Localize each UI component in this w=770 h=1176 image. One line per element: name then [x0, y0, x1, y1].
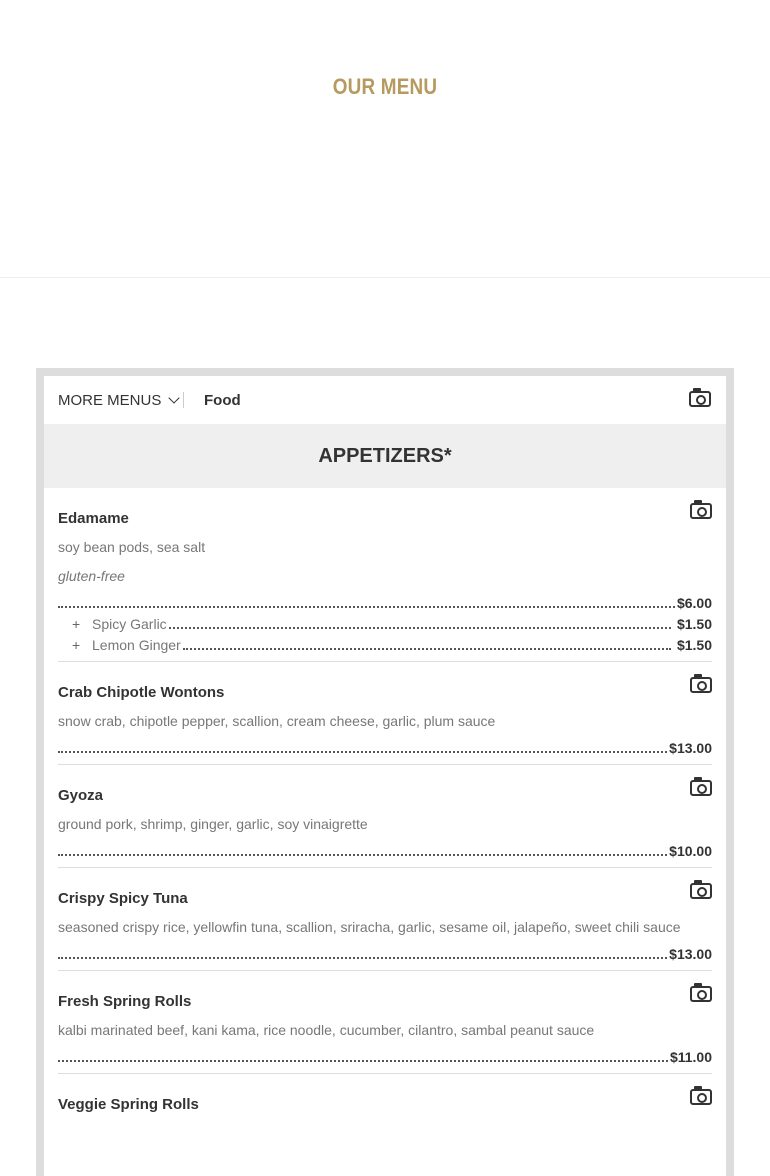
dot-leader: [183, 648, 671, 650]
menu-navigation-bar: [44, 376, 726, 424]
page-title: OUR MENU: [332, 74, 438, 99]
section-heading: APPETIZERS*: [44, 424, 726, 488]
item-name: Veggie Spring Rolls: [58, 1096, 199, 1113]
camera-icon[interactable]: [690, 677, 712, 693]
item-price: $13.00: [669, 946, 712, 962]
item-price-row: [58, 944, 712, 962]
dot-leader: [58, 854, 667, 856]
item-price: $10.00: [669, 843, 712, 859]
item-price-row: [58, 841, 712, 859]
item-description: snow crab, chipotle pepper, scallion, cream cheese, garlic, plum sauce: [58, 713, 496, 729]
item-addon: [58, 635, 712, 653]
item-dietary-tag: gluten-free: [58, 568, 125, 584]
dot-leader: [169, 627, 671, 629]
plus-icon: +: [72, 637, 81, 653]
hero-banner: [0, 0, 770, 278]
menu-item-edamame: [58, 488, 712, 662]
item-description: seasoned crispy rice, yellowfin tuna, scallion, sriracha, garlic, sesame oil, jalapeño, sweet chili sauce: [58, 919, 681, 935]
dot-leader: [58, 1060, 668, 1062]
more-menus-dropdown[interactable]: [58, 376, 178, 424]
item-price-row: [58, 1047, 712, 1065]
camera-icon[interactable]: [690, 503, 712, 519]
menu-item-crispy-spicy-tuna: [58, 868, 712, 971]
menu-items-list: [44, 488, 726, 1122]
camera-icon[interactable]: [690, 780, 712, 796]
menu-item-fresh-spring-rolls: [58, 971, 712, 1074]
item-addon: [58, 614, 712, 632]
camera-icon[interactable]: [690, 986, 712, 1002]
item-price-row: [58, 593, 712, 611]
item-price-row: [58, 738, 712, 756]
addon-price: $1.50: [676, 637, 712, 653]
dot-leader: [58, 957, 667, 959]
dot-leader: [58, 751, 667, 753]
item-description: soy bean pods, sea salt: [58, 539, 206, 555]
menu-container: [36, 368, 734, 1176]
item-description: ground pork, shrimp, ginger, garlic, soy vinaigrette: [58, 816, 368, 832]
menu-item-gyoza: [58, 765, 712, 868]
addon-label: Lemon Ginger: [92, 637, 181, 653]
more-menus-label: MORE MENUS: [58, 391, 162, 409]
camera-icon[interactable]: [689, 391, 711, 407]
item-name: Crab Chipotle Wontons: [58, 684, 225, 701]
item-price: $6.00: [676, 595, 712, 611]
addon-price: $1.50: [676, 616, 712, 632]
item-name: Fresh Spring Rolls: [58, 993, 192, 1010]
chevron-down-icon: [169, 392, 180, 403]
camera-icon[interactable]: [690, 883, 712, 899]
item-price: $13.00: [669, 740, 712, 756]
dot-leader: [58, 606, 675, 608]
plus-icon: +: [72, 616, 81, 632]
item-price: $11.00: [669, 1049, 712, 1065]
tab-food[interactable]: Food: [204, 391, 241, 409]
item-name: Gyoza: [58, 787, 104, 804]
item-name: Crispy Spicy Tuna: [58, 890, 188, 907]
item-name: Edamame: [58, 510, 129, 527]
item-description: kalbi marinated beef, kani kama, rice noodle, cucumber, cilantro, sambal peanut sauce: [58, 1022, 595, 1038]
menu-bar-divider: [183, 392, 184, 408]
menu-item-veggie-spring-rolls: [58, 1074, 712, 1122]
addon-label: Spicy Garlic: [92, 616, 167, 632]
menu-item-crab-chipotle-wontons: [58, 662, 712, 765]
camera-icon[interactable]: [690, 1089, 712, 1105]
